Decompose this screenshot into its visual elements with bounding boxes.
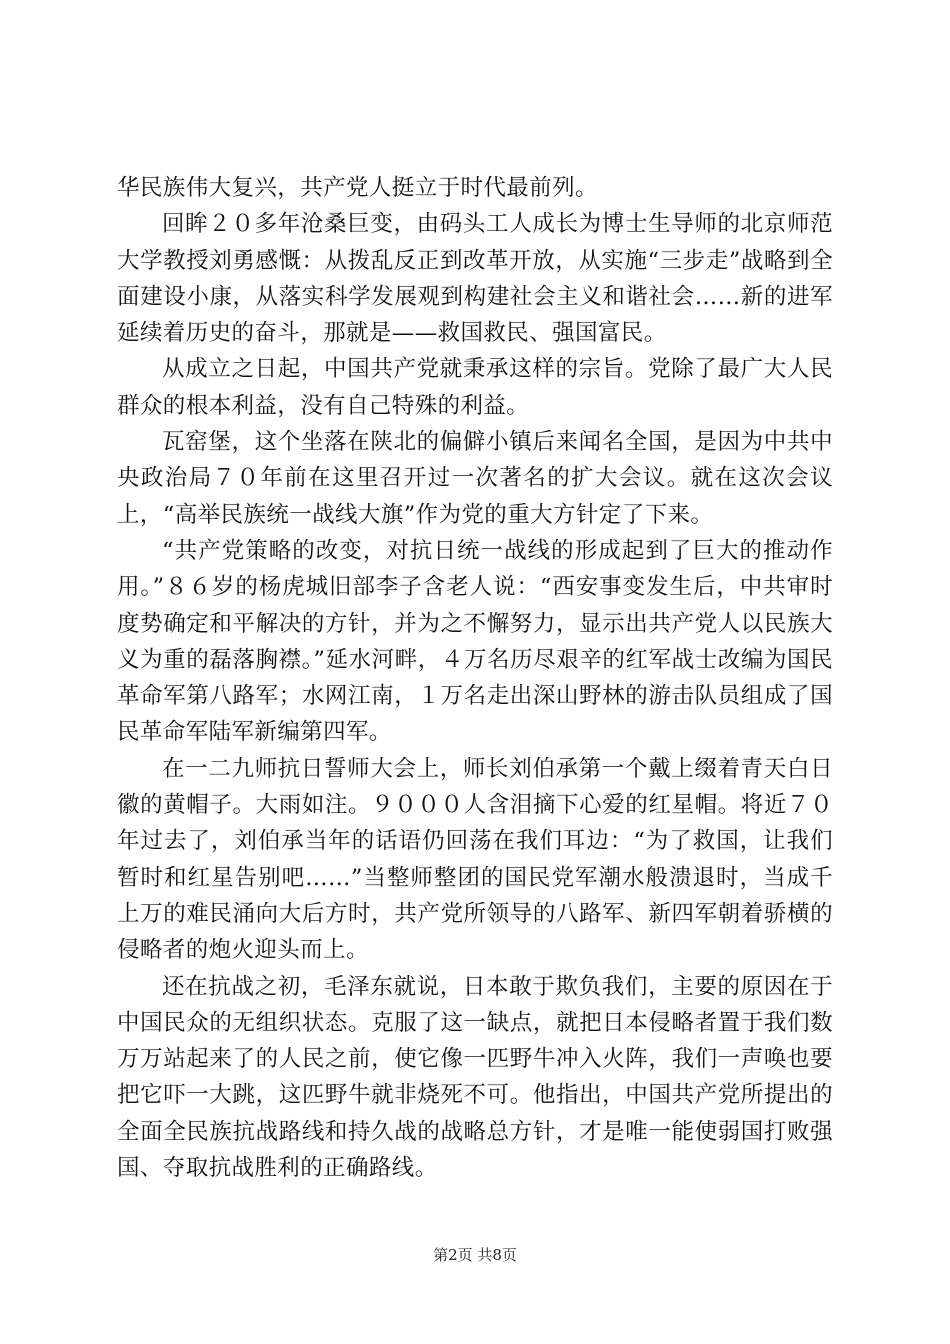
paragraph-continuation: 华民族伟大复兴，共产党人挺立于时代最前列。 [117, 175, 598, 201]
paragraph: 回眸２０多年沧桑巨变，由码头工人成长为博士生导师的北京师范大学教授刘勇感慨：从拨乱反正到改革开放，从实施“三步走”战略到全面建设小康，从落实科学发展观到构建社会主义和谐社会……新的进军延续着历史的奋斗，那就是——救国救民、强国富民。 [117, 211, 833, 347]
page-number-footer: 第2页 共8页 [433, 1246, 517, 1264]
paragraph: 在一二九师抗日誓师大会上，师长刘伯承第一个戴上缀着青天白日徽的黄帽子。大雨如注。９０００人含泪摘下心爱的红星帽。将近７０年过去了，刘伯承当年的话语仍回荡在我们耳边：“为了救国，让我们暂时和红星告别吧……”当整师整团的国民党军潮水般溃退时，当成千上万的难民涌向大后方时，共产党所领导的八路军、新四军朝着骄横的侵略者的炮火迎头而上。 [117, 755, 833, 964]
paragraph: 还在抗战之初，毛泽东就说，日本敢于欺负我们，主要的原因在于中国民众的无组织状态。克服了这一缺点，就把日本侵略者置于我们数万万站起来了的人民之前，使它像一匹野牛冲入火阵，我们一声唤也要把它吓一大跳，这匹野牛就非烧死不可。他指出，中国共产党所提出的全面全民族抗战路线和持久战的战略总方针，才是唯一能使弱国打败强国、夺取抗战胜利的正确路线。 [117, 973, 833, 1182]
body-text [117, 170, 833, 1186]
paragraph: 从成立之日起，中国共产党就秉承这样的宗旨。党除了最广大人民群众的根本利益，没有自己特殊的利益。 [117, 356, 833, 419]
paragraph: “共产党策略的改变，对抗日统一战线的形成起到了巨大的推动作用。”８６岁的杨虎城旧部李子含老人说：“西安事变发生后，中共审时度势确定和平解决的方针，并为之不懈努力，显示出共产党人以民族大义为重的磊落胸襟。”延水河畔，４万名历尽艰辛的红军战士改编为国民革命军第八路军；水网江南，１万名走出深山野林的游击队员组成了国民革命军陆军新编第四军。 [117, 537, 833, 746]
paragraph: 瓦窑堡，这个坐落在陕北的偏僻小镇后来闻名全国，是因为中共中央政治局７０年前在这里召开过一次著名的扩大会议。就在这次会议上，“高举民族统一战线大旗”作为党的重大方针定了下来。 [117, 429, 833, 528]
